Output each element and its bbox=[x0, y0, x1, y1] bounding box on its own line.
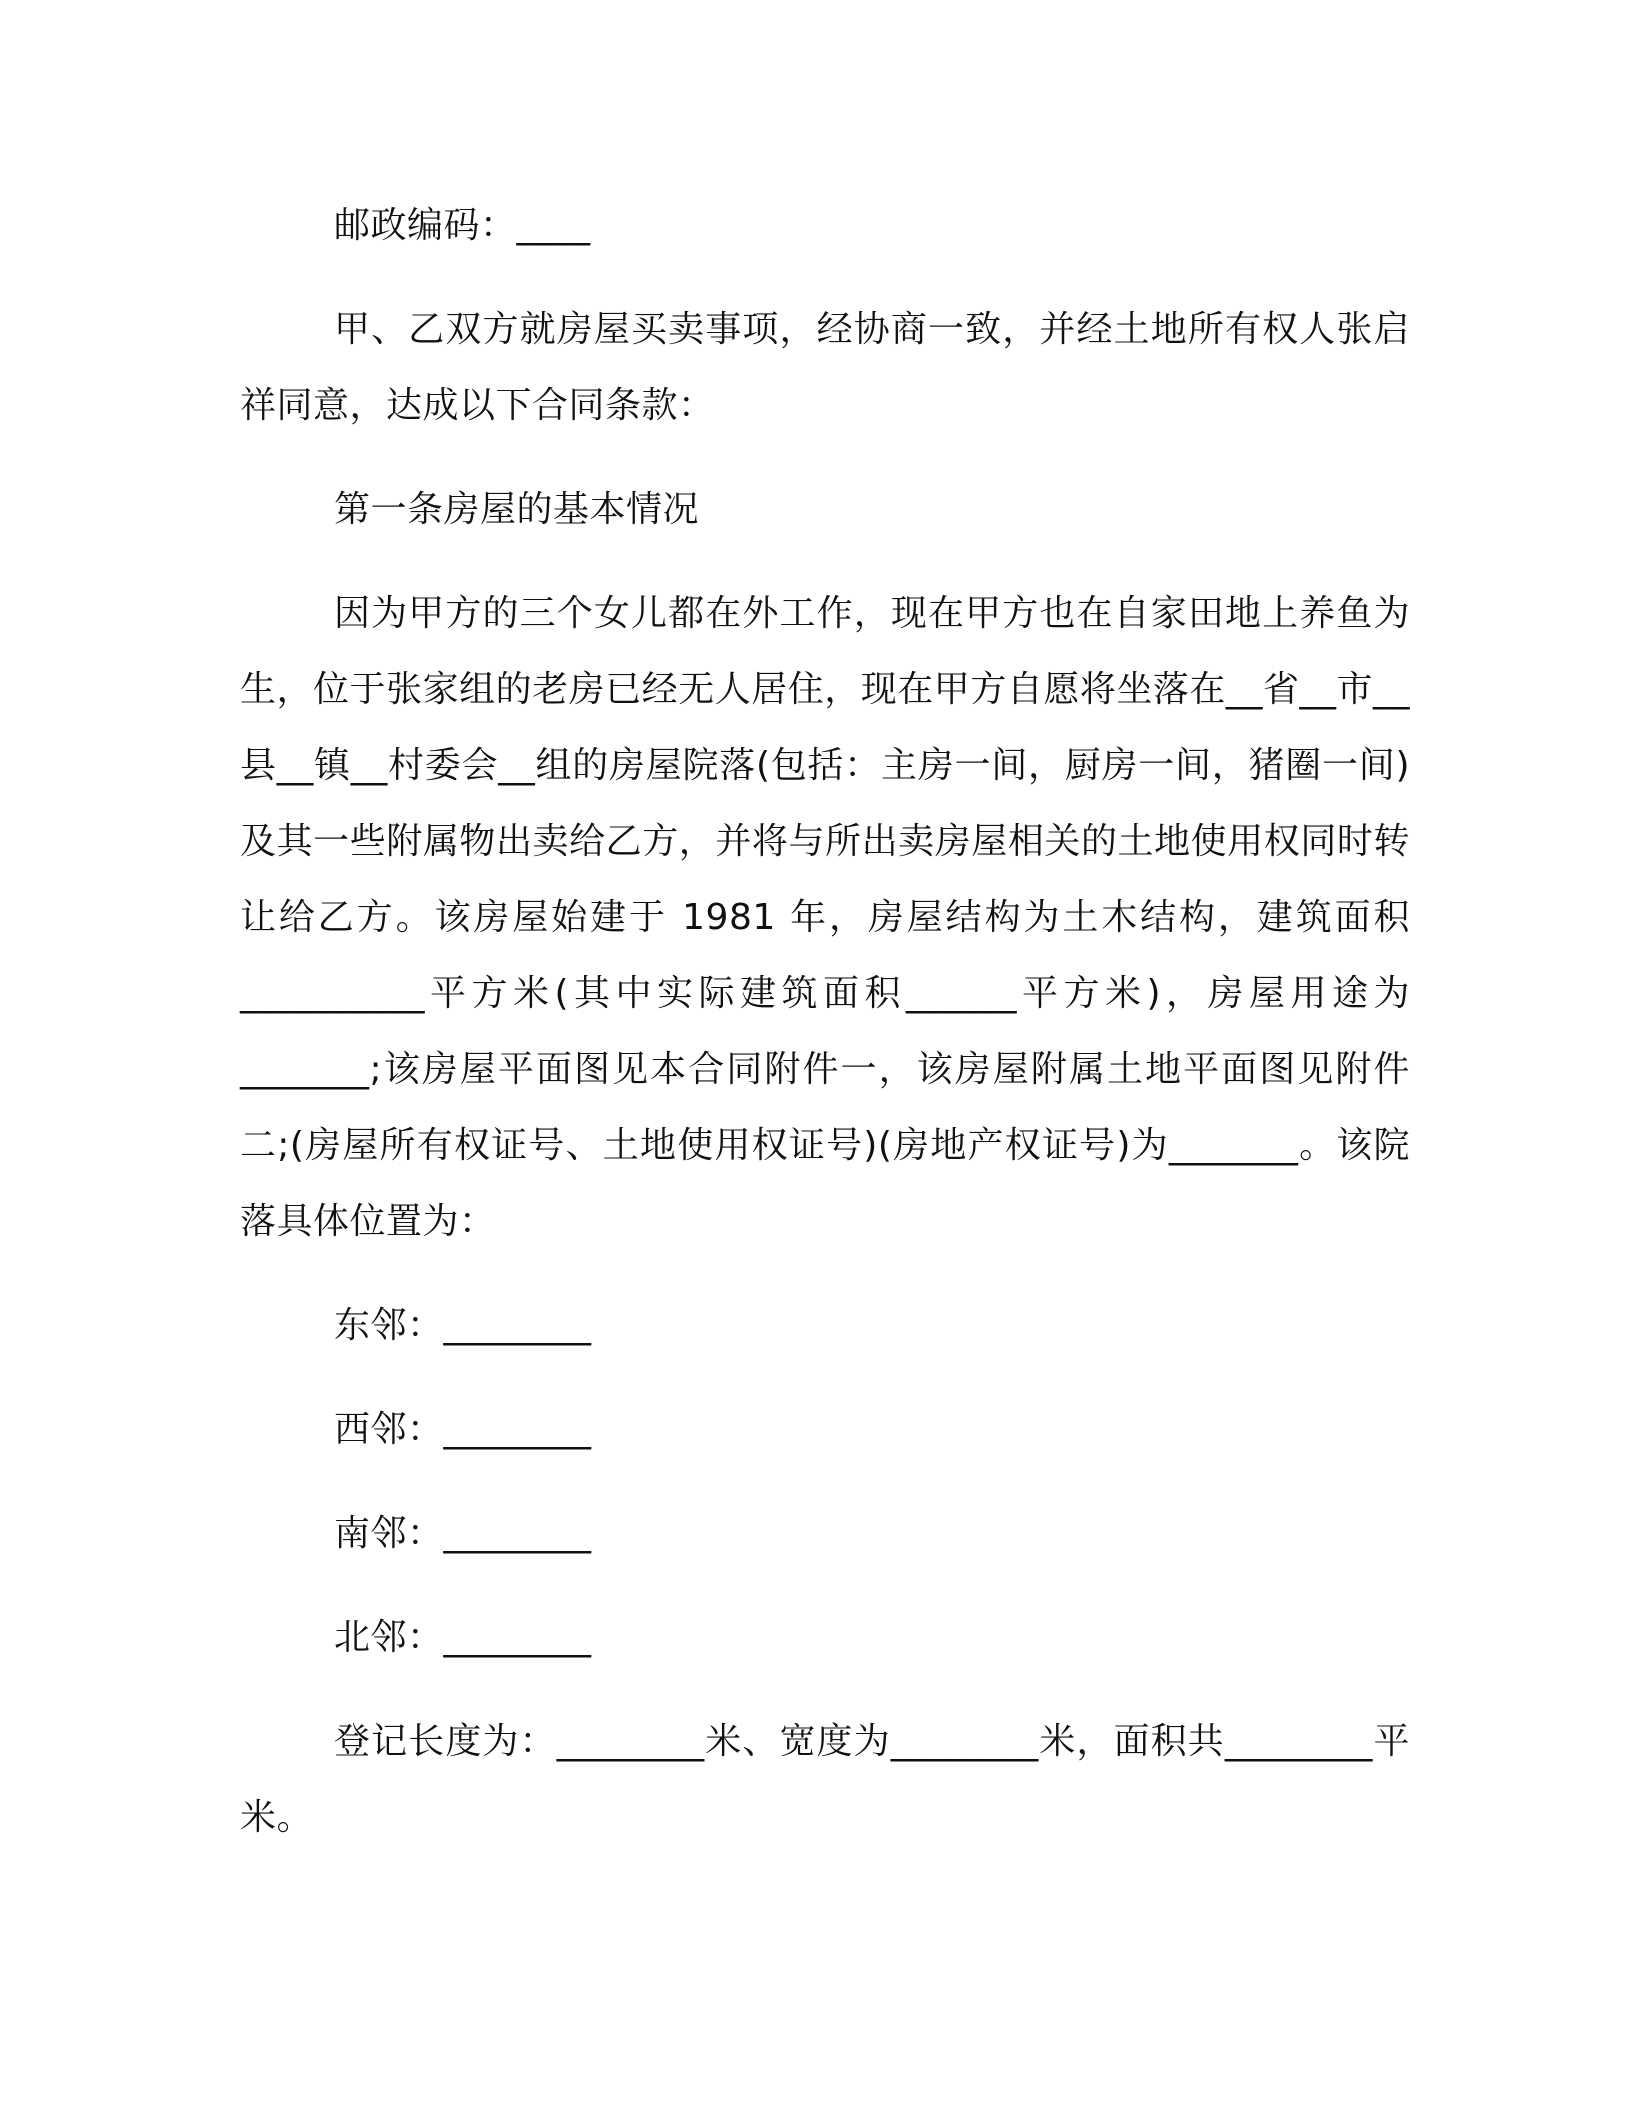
house-description-paragraph: 因为甲方的三个女儿都在外工作，现在甲方也在自家田地上养鱼为生，位于张家组的老房已经无人居住，现在甲方自愿将坐落在__省__市__县__镇__村委会__组的房屋院落(包括：主房一间，厨房一间，猪圈一间)及其一些附属物出卖给乙方，并将与所出卖房屋相关的土地使用权同时转让给乙方。该房屋始建于 1981 年，房屋结构为土木结构，建筑面积__________平方米(其中实际建筑面积______平方米)，房屋用途为_______;该房屋平面图见本合同附件一，该房屋附属土地平面图见附件二;(房屋所有权证号、土地使用权证号)(房地产权证号)为_______。该院落具体位置为： bbox=[240, 593, 1410, 1242]
registered-dimensions-paragraph: 登记长度为：________米、宽度为________米，面积共________平米。 bbox=[240, 1721, 1410, 1838]
east-neighbor-line: 东邻：________ bbox=[334, 1305, 592, 1346]
postal-code-line: 邮政编码：____ bbox=[334, 205, 591, 246]
north-neighbor-line: 北邻：________ bbox=[334, 1617, 592, 1658]
article-one-heading: 第一条房屋的基本情况 bbox=[334, 489, 700, 530]
west-neighbor-line: 西邻：________ bbox=[334, 1409, 592, 1450]
south-neighbor-line: 南邻：________ bbox=[334, 1513, 592, 1554]
agreement-intro-paragraph: 甲、乙双方就房屋买卖事项，经协商一致，并经土地所有权人张启祥同意，达成以下合同条款： bbox=[240, 309, 1410, 426]
document-body bbox=[240, 188, 1410, 1856]
